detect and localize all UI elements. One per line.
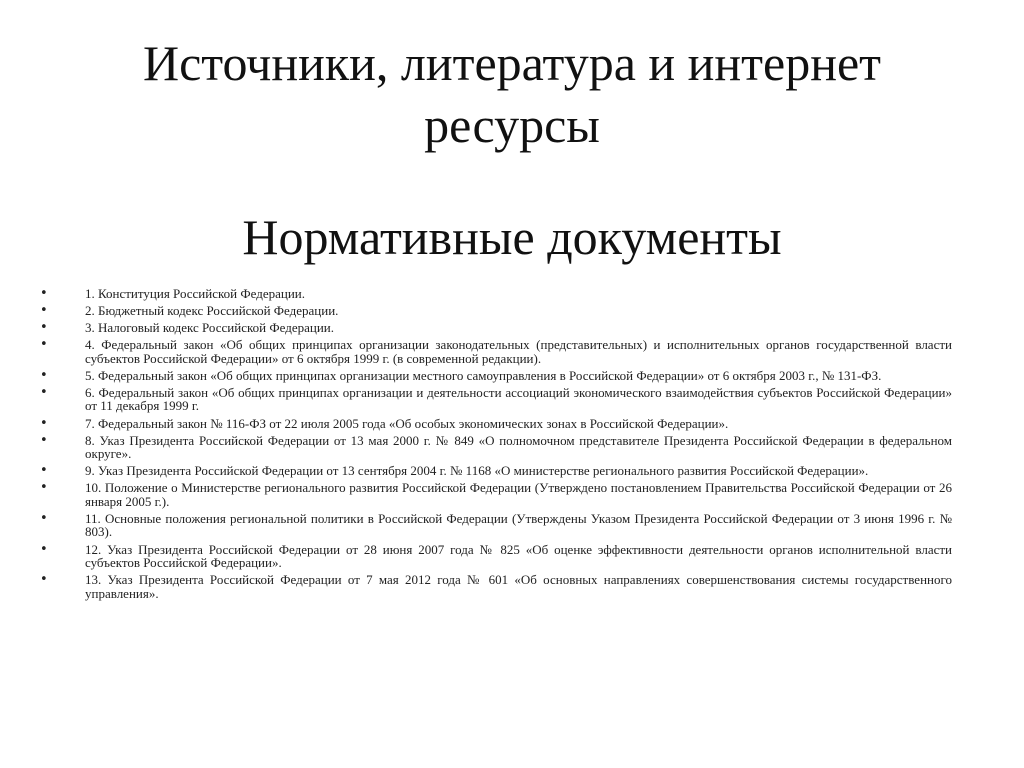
bullet-icon: • [40,415,48,431]
bullet-icon: • [40,480,48,496]
bullet-icon: • [40,510,48,526]
list-item-text: 10. Положение о Министерстве регионального развития Российской Федерации (Утверждено постановлением Правительства Российской Федерации от 26 января 2005 г.). [85,480,952,509]
list-item-text: 11. Основные положения региональной политики в Российской Федерации (Утверждены Указом Президента Российской Федерации от 3 июня 1996 г. № 803). [85,510,952,540]
bullet-icon: • [40,463,48,479]
list-item [40,369,952,383]
bullet-icon: • [40,303,48,319]
bullet-icon: • [40,367,48,383]
bullet-icon: • [40,320,48,336]
list-item-text: 7. Федеральный закон № 116-ФЗ от 22 июля 2005 года «Об особых экономических зонах в Российской Федерации». [85,415,729,431]
list-item-text: 13. Указ Президента Российской Федерации от 7 мая 2012 года № 601 «Об основных направлениях совершенствования системы государственного управления». [85,572,952,601]
section-heading: Нормативные документы [242,209,782,265]
list-item-text: 12. Указ Президента Российской Федерации от 28 июня 2007 года № 825 «Об оценке эффективности деятельности органов исполнительной власти субъектов Российской Федерации». [85,541,952,571]
list-item-text: 9. Указ Президента Российской Федерации от 13 сентября 2004 г. № 1168 «О министерстве регионального развития Российской Федерации». [85,463,869,479]
list-item-text: 1. Конституция Российской Федерации. [85,286,306,301]
bullet-icon: • [40,572,48,588]
list-item [40,573,952,600]
list-item-text: 6. Федеральный закон «Об общих принципах организации и деятельности ассоциаций экономического взаимодействия субъектов Российской Федерации» от 11 декабря 1999 г. [85,384,952,414]
list-item-text: 5. Федеральный закон «Об общих принципах организации местного самоуправления в Российской Федерации» от 6 октября 2003 г., № 131-ФЗ. [85,367,882,383]
list-item [40,434,952,461]
list-item [40,287,952,301]
list-item [40,417,952,431]
list-item [40,543,952,570]
list-item [40,464,952,478]
list-item [40,338,952,365]
list-item [40,321,952,335]
bullet-icon: • [40,432,48,448]
list-item [40,386,952,413]
bullet-icon: • [40,286,48,301]
slide-title: Источники, литература и интернет ресурсы [142,35,882,153]
list-item-text: 8. Указ Президента Российской Федерации от 13 мая 2000 г. № 849 «О полномочном представителе Президента Российской Федерации в федеральном округе». [85,432,952,462]
list-item [40,512,952,539]
bullet-icon: • [40,337,48,353]
bullet-icon: • [40,541,48,557]
list-item [40,481,952,508]
documents-list [40,287,952,604]
bullet-icon: • [40,384,48,400]
list-item-text: 3. Налоговый кодекс Российской Федерации. [85,320,334,336]
list-item-text: 2. Бюджетный кодекс Российской Федерации. [85,303,339,319]
list-item-text: 4. Федеральный закон «Об общих принципах организации законодательных (представительных) и исполнительных органов государственной власти субъектов Российской Федерации» от 6 октября 1999 г. (в современной редакции). [85,337,952,366]
list-item [40,304,952,318]
